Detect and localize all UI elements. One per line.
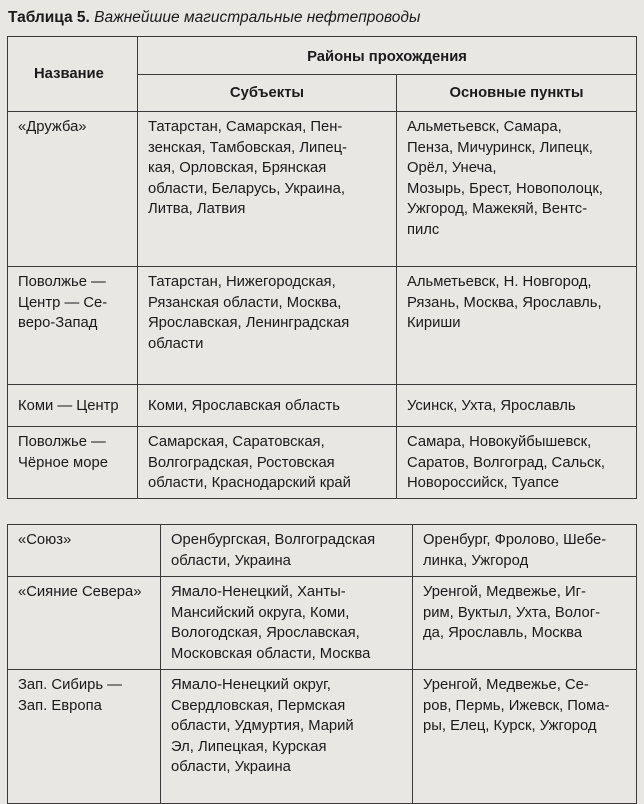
- pipeline-subjects: Ямало-Ненецкий, Ханты- Мансийский округа, Коми, Вологодская, Ярославская, Московская области, Москва: [171, 584, 371, 662]
- pipeline-name: «Дружба»: [18, 119, 87, 135]
- pipeline-points: Самара, Новокуйбышевск, Саратов, Волгоград, Сальск, Новороссийск, Туапсе: [407, 434, 605, 491]
- table-row: [8, 267, 637, 385]
- pipeline-points: Оренбург, Фролово, Шебе- линка, Ужгород: [423, 532, 607, 569]
- table-caption: [8, 8, 420, 28]
- pipeline-name: Коми — Центр: [18, 397, 119, 414]
- pipelines-table-part2: [7, 524, 637, 804]
- pipeline-points: Альметьевск, Н. Новгород, Рязань, Москва, Ярославль, Кириши: [407, 274, 602, 331]
- pipeline-points: Уренгой, Медвежье, Се- ров, Пермь, Ижевск, Пома- ры, Елец, Курск, Ужгород: [423, 677, 610, 734]
- pipeline-points: Усинск, Ухта, Ярославль: [407, 397, 576, 414]
- caption-label: Таблица 5.: [8, 9, 90, 26]
- table-row: [8, 577, 637, 670]
- pipeline-name: Поволжье — Чёрное море: [18, 434, 108, 471]
- table-row: [8, 385, 637, 427]
- pipeline-points: Уренгой, Медвежье, Иг- рим, Вуктыл, Ухта, Волог- да, Ярославль, Москва: [423, 584, 601, 641]
- pipeline-subjects: Коми, Ярославская область: [148, 397, 340, 414]
- header-subjects: Субъекты: [138, 74, 397, 112]
- pipeline-subjects: Ямало-Ненецкий округ, Свердловская, Пермская области, Удмуртия, Марий Эл, Липецкая, Курская области, Украина: [171, 677, 354, 775]
- table-row: [8, 670, 637, 804]
- pipeline-subjects: Самарская, Саратовская, Волгоградская, Ростовская области, Краснодарский край: [148, 434, 351, 491]
- table-row: [8, 427, 637, 499]
- header-points: Основные пункты: [397, 74, 637, 112]
- pipelines-table-part1: [7, 36, 637, 499]
- pipeline-name: Поволжье — Центр — Се- веро-Запад: [18, 274, 108, 331]
- pipeline-subjects: Татарстан, Самарская, Пен- зенская, Тамбовская, Липец- кая, Орловская, Брянская области, Беларусь, Украина, Литва, Латвия: [148, 119, 347, 217]
- pipeline-points: Альметьевск, Самара, Пенза, Мичуринск, Липецк, Орёл, Унеча, Мозырь, Брест, Новополоцк, Ужгород, Мажекяй, Вентс- пилс: [407, 119, 603, 238]
- caption-title: Важнейшие магистральные нефтепроводы: [94, 9, 421, 26]
- header-name: Название: [8, 37, 138, 112]
- pipeline-name: «Союз»: [18, 532, 72, 548]
- header-regions: Районы прохождения: [138, 37, 637, 75]
- pipeline-subjects: Татарстан, Нижегородская, Рязанская области, Москва, Ярославская, Ленинградская области: [148, 274, 350, 352]
- table-row: [8, 525, 637, 577]
- pipeline-subjects: Оренбургская, Волгоградская области, Украина: [171, 532, 376, 569]
- pipeline-name: «Сияние Севера»: [18, 584, 142, 600]
- pipeline-name: Зап. Сибирь — Зап. Европа: [18, 677, 122, 714]
- table-row: [8, 112, 637, 267]
